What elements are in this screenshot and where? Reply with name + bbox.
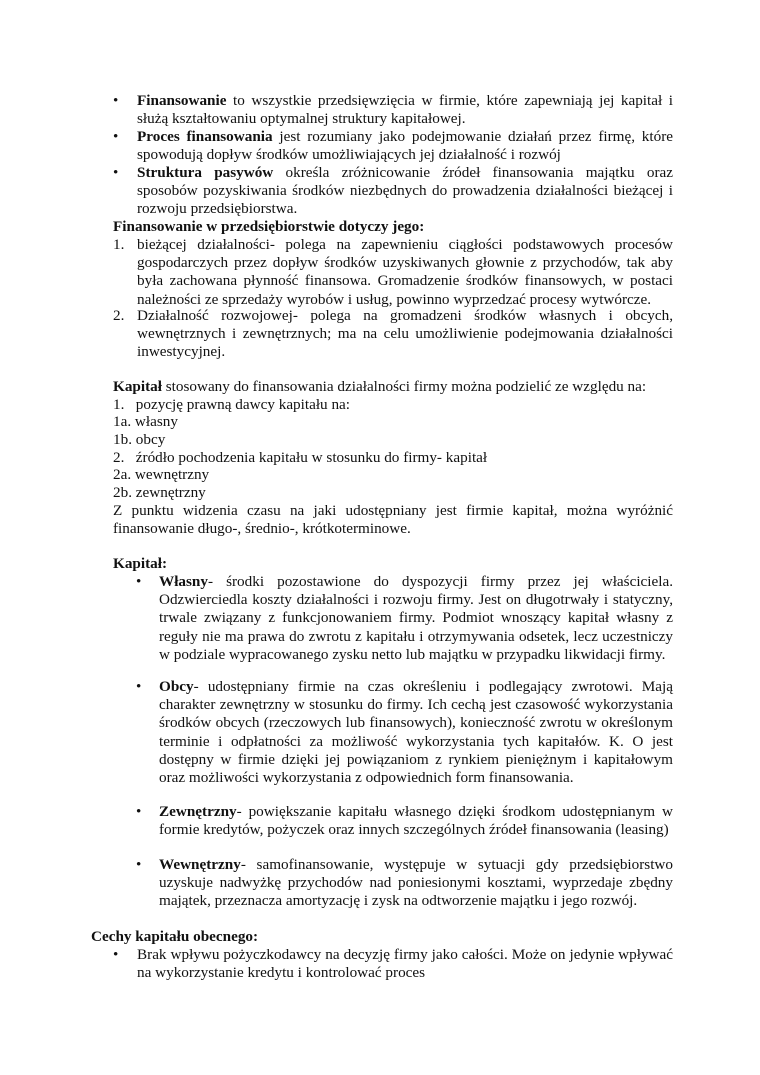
bullet-icon: •	[113, 946, 119, 963]
list-line: 2. źródło pochodzenia kapitału w stosunku do firmy- kapitał	[113, 449, 488, 466]
paragraph: Kapitał stosowany do finansowania działalności firmy można podzielić ze względu na:	[113, 378, 647, 395]
bullet-item: • Proces finansowania jest rozumiany jako podejmowanie działań przez firmę, które spowodują dopływ środków umożliwiających jej działalność i rozwój	[113, 128, 673, 164]
list-line: 1b. obcy	[113, 431, 166, 448]
bullet-item: • Własny- środki pozostawione do dyspozycji firmy przez jej właściciela. Odzwierciedla koszty działalności i rozwoju firmy. Jest on długotrwały i statyczny, trwale związany z funkcjonowaniem firmy. Podmiot wnoszący kapitał własny z reguły nie ma prawa do zwrotu z kapitału i otrzymywania odsetek, lecz uczestniczy w podziale wypracowanego zysku netto lub majątku w przypadku likwidacji firmy.	[136, 573, 673, 663]
numbered-item: 2. Działalność rozwojowej- polega na gromadzeni środków własnych i obcych, wewnętrznych i zewnętrznych; ma na celu umożliwienie podejmowania działalności inwestycyjnej.	[113, 307, 673, 361]
numbered-item: 1. bieżącej działalności- polega na zapewnieniu ciągłości podstawowych procesów gospodarczych przez dopływ środków uzyskiwanych głownie z przychodów, tak aby była zachowana płynność finansowa. Gromadzenie środków finansowych, w postaci należności ze sprzedaży wyrobów i usług, powinno wyprzedzać procesy wytwórcze.	[113, 236, 673, 308]
section-heading: Finansowanie w przedsiębiorstwie dotyczy jego:	[113, 218, 425, 235]
list-line: 1a. własny	[113, 413, 178, 430]
bullet-item: • Obcy- udostępniany firmie na czas określeniu i podlegający zwrotowi. Mają charakter zewnętrzny w stosunku do firmy. Ich cechą jest czasowość wykorzystania środków obcych (rzeczowych lub finansowych), konieczność zwrotu w określonym terminie i odpłatności za możliwość wykorzystania tych kapitałów. K. O jest dostępny w firmie dzięki jej powiązaniom z rynkiem pieniężnym i kapitałowym oraz możliwości wykorzystania z odpowiednich form finansowania.	[136, 678, 673, 787]
list-line: 2b. zewnętrzny	[113, 484, 206, 501]
bullet-item: • Struktura pasywów określa zróżnicowanie źródeł finansowania majątku oraz sposobów pozyskiwania środków niezbędnych do prowadzenia działalności bieżącej i rozwoju przedsiębiorstwa.	[113, 164, 673, 218]
bullet-icon: •	[113, 92, 119, 109]
section-heading: Kapitał:	[113, 555, 168, 572]
bullet-icon: •	[136, 678, 142, 695]
term: Proces finansowania	[137, 128, 273, 145]
term: Zewnętrzny	[159, 803, 237, 820]
term: Struktura pasywów	[137, 164, 274, 181]
term: Wewnętrzny	[159, 856, 241, 873]
bullet-icon: •	[113, 128, 119, 145]
term: Własny	[159, 573, 208, 590]
bullet-item: • Finansowanie to wszystkie przedsięwzięcia w firmie, które zapewniają jej kapitał i służą kształtowaniu optymalnej struktury kapitałowej.	[113, 92, 673, 128]
list-line: 1. pozycję prawną dawcy kapitału na:	[113, 396, 351, 413]
bullet-item: • Brak wpływu pożyczkodawcy na decyzję firmy jako całości. Może on jedynie wpływać na wykorzystanie kredytu i kontrolować proces	[113, 946, 673, 982]
list-line: 2a. wewnętrzny	[113, 466, 210, 483]
paragraph: Z punktu widzenia czasu na jaki udostępniany jest firmie kapitał, można wyróżnić finansowanie długo-, średnio-, krótkoterminowe.	[113, 502, 673, 538]
bullet-icon: •	[136, 803, 142, 820]
bullet-item: • Wewnętrzny- samofinansowanie, występuje w sytuacji gdy przedsiębiorstwo uzyskuje nadwyżkę przychodów nad poniesionymi kosztami, wyprzedaje zbędny majątek, przeznacza amortyzację i zysk na odtworzenie majątku i jego rozwój.	[136, 856, 673, 910]
bullet-icon: •	[136, 856, 142, 873]
section-heading: Cechy kapitału obecnego:	[91, 928, 259, 945]
bullet-item: • Zewnętrzny- powiększanie kapitału własnego dzięki środkom udostępnianym w formie kredytów, pożyczek oraz innych szczególnych źródeł finansowania (leasing)	[136, 803, 673, 839]
term: Obcy	[159, 678, 194, 695]
term: Finansowanie	[137, 92, 227, 109]
bullet-icon: •	[113, 164, 119, 181]
bullet-icon: •	[136, 573, 142, 590]
